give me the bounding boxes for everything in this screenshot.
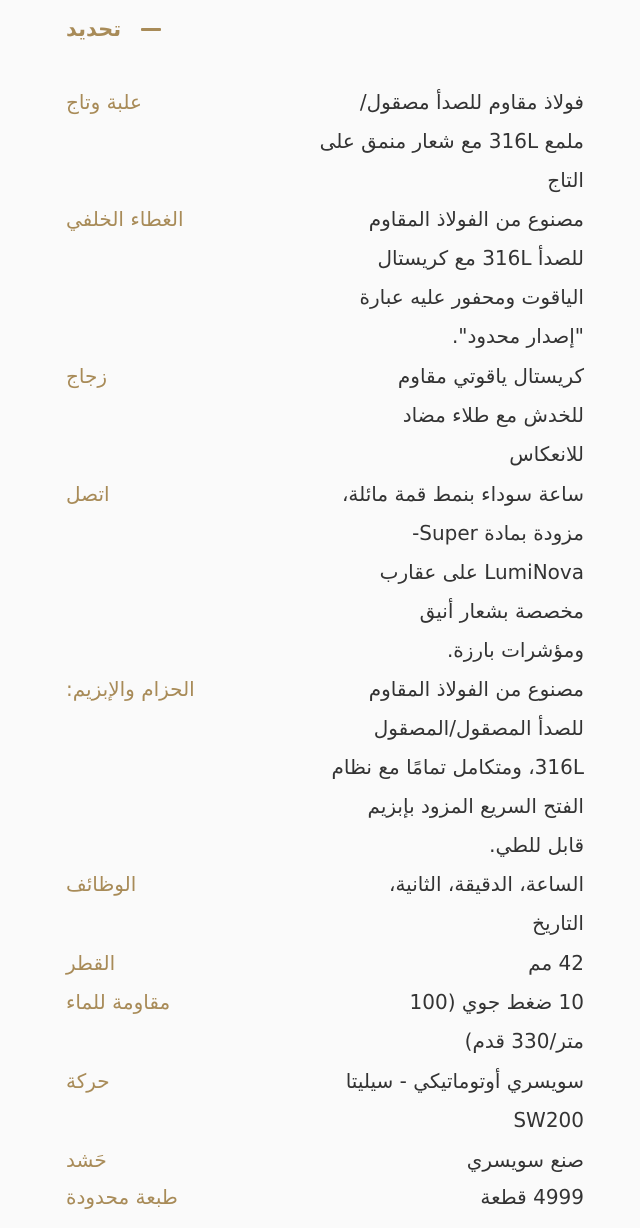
spec-value-line: ومؤشرات بارزة. <box>446 638 584 662</box>
spec-value-line: للصدأ المصقول/المصقول <box>373 716 584 740</box>
spec-value-line: "إصدار محدود". <box>451 324 584 348</box>
minus-icon[interactable] <box>141 28 161 31</box>
spec-value <box>294 200 584 356</box>
spec-value-line: كريستال ياقوتي مقاوم <box>397 364 584 388</box>
spec-label: الغطاء الخلفي <box>66 207 184 231</box>
spec-value-line: صنع سويسري <box>466 1148 584 1172</box>
spec-value-line: LumiNova على عقارب <box>379 560 584 584</box>
spec-value <box>294 1141 584 1180</box>
spec-value-line: مزودة بمادة Super- <box>412 521 584 545</box>
spec-value-line: مصنوع من الفولاذ المقاوم <box>368 207 584 231</box>
spec-value <box>294 1178 584 1217</box>
spec-value <box>294 944 584 983</box>
spec-value-line: للصدأ 316L مع كريستال <box>377 246 584 270</box>
spec-value <box>294 865 584 943</box>
spec-value-line: للانعكاس <box>509 442 584 466</box>
spec-label: علبة وتاج <box>66 90 142 114</box>
spec-value-line: ملمع 316L مع شعار منمق على <box>319 129 584 153</box>
spec-value-line: سويسري أوتوماتيكي - سيليتا <box>345 1069 584 1093</box>
spec-value-line: SW200 <box>513 1108 584 1132</box>
spec-value <box>294 83 584 200</box>
spec-label: طبعة محدودة <box>66 1185 178 1209</box>
spec-label: اتصل <box>66 482 110 506</box>
spec-value-line: قابل للطي. <box>489 833 584 857</box>
spec-label: الحزام والإبزيم: <box>66 677 195 701</box>
spec-label: مقاومة للماء <box>66 990 171 1014</box>
spec-value-line: للخدش مع طلاء مضاد <box>402 403 584 427</box>
spec-value-line: متر/330 قدم) <box>464 1029 584 1053</box>
spec-value-line: التاريخ <box>532 911 584 935</box>
spec-value-line: الفتح السريع المزود بإبزيم <box>367 794 584 818</box>
spec-value-line: مصنوع من الفولاذ المقاوم <box>368 677 584 701</box>
spec-value-line: الياقوت ومحفور عليه عبارة <box>359 285 584 309</box>
spec-value-line: ساعة سوداء بنمط قمة مائلة، <box>341 482 584 506</box>
spec-label: القطر <box>66 951 116 975</box>
spec-value <box>294 670 584 865</box>
spec-value-line: 316L، ومتكامل تمامًا مع نظام <box>331 755 584 779</box>
spec-label: حركة <box>66 1069 110 1093</box>
spec-value-line: 10 ضغط جوي (100 <box>409 990 584 1014</box>
spec-value-line: فولاذ مقاوم للصدأ مصقول/ <box>359 90 584 114</box>
spec-value-line: التاج <box>547 168 584 192</box>
spec-value <box>294 983 584 1061</box>
spec-value-line: 4999 قطعة <box>480 1185 584 1209</box>
spec-value <box>294 357 584 474</box>
spec-label: حَشد <box>66 1148 107 1172</box>
spec-label: الوظائف <box>66 872 137 896</box>
specifications-section-header[interactable] <box>66 10 161 48</box>
spec-value-line: مخصصة بشعار أنيق <box>419 599 584 623</box>
spec-value <box>294 1062 584 1140</box>
spec-value-line: 42 مم <box>528 951 584 975</box>
spec-label: زجاج <box>66 364 108 388</box>
spec-value <box>294 475 584 670</box>
section-title: تحديد <box>66 17 122 41</box>
spec-value-line: الساعة، الدقيقة، الثانية، <box>388 872 584 896</box>
